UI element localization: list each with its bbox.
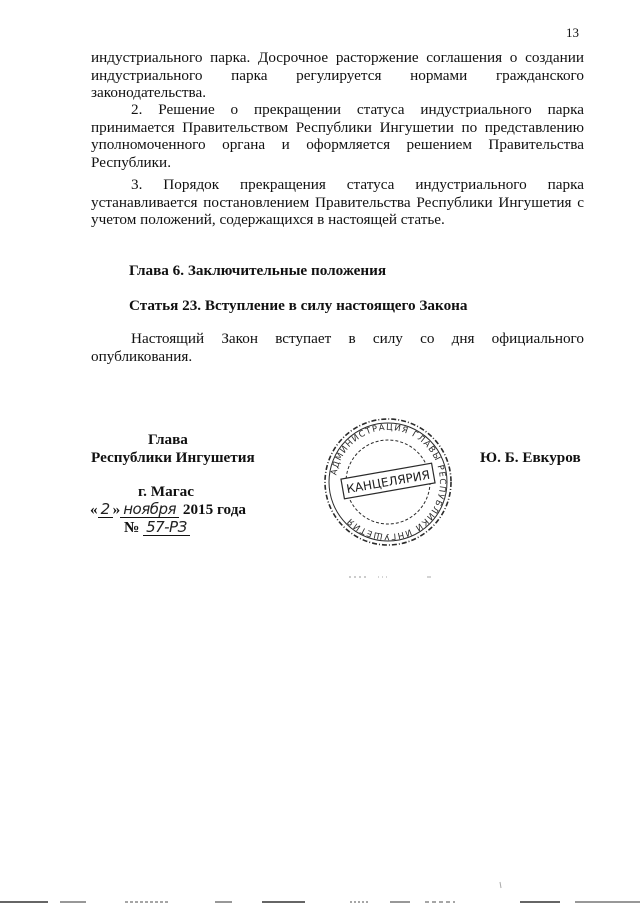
text-line: 3. Порядок прекращения статуса индустриального парка xyxy=(131,176,584,193)
text-line: Республики. xyxy=(91,153,171,171)
text-line: принимается Правительством Республики Ингушетии по представлению xyxy=(91,118,584,136)
paragraph-dissolution xyxy=(91,49,584,102)
paragraph-status-termination-decision xyxy=(91,101,584,171)
handwritten-day: 2 xyxy=(98,502,113,518)
text-line: устанавливается постановлением Правительства Республики Ингушетия с xyxy=(91,193,584,211)
number-prefix: № xyxy=(124,519,140,536)
signatory-name: Ю. Б. Евкуров xyxy=(480,449,581,466)
signatory-title: Глава xyxy=(148,431,188,448)
text-line: 2. Решение о прекращении статуса индустриального парка xyxy=(131,101,584,118)
text-line: уполномоченного органа и оформляется решением Правительства xyxy=(91,136,584,153)
signing-city: г. Магас xyxy=(138,483,194,500)
official-seal-stamp xyxy=(322,416,454,548)
text-line: индустриального парка. Досрочное расторжение соглашения о создании xyxy=(91,49,584,66)
handwritten-month: ноября xyxy=(120,502,179,518)
law-number xyxy=(124,519,190,537)
date-year: 2015 года xyxy=(182,501,246,518)
date-close-quote: » xyxy=(112,501,121,518)
text-line: законодательства. xyxy=(91,84,207,101)
seal-outer-text: АДМИНИСТРАЦИЯ ГЛАВЫ РЕСПУБЛИКИ ИНГУШЕТИЯ xyxy=(329,422,448,542)
page-number: 13 xyxy=(566,25,579,40)
paragraph-termination-procedure xyxy=(91,176,584,229)
text-line: индустриального парка регулируется нормами гражданского xyxy=(91,66,584,84)
text-line: опубликования. xyxy=(91,347,193,365)
handwritten-law-number: 57-РЗ xyxy=(143,520,190,536)
signatory-republic: Республики Ингушетия xyxy=(91,449,255,466)
signing-date xyxy=(90,501,246,519)
seal-center-text: КАНЦЕЛЯРИЯ xyxy=(345,467,432,497)
date-open-quote: « xyxy=(90,501,98,518)
paragraph-entry-into-force xyxy=(91,330,584,365)
article-heading: Статья 23. Вступление в силу настоящего Закона xyxy=(129,297,468,314)
text-line: учетом положений, содержащихся в настоящей статье. xyxy=(91,211,445,228)
text-line: Настоящий Закон вступает в силу со дня официального xyxy=(131,330,584,347)
chapter-heading: Глава 6. Заключительные положения xyxy=(129,262,387,279)
